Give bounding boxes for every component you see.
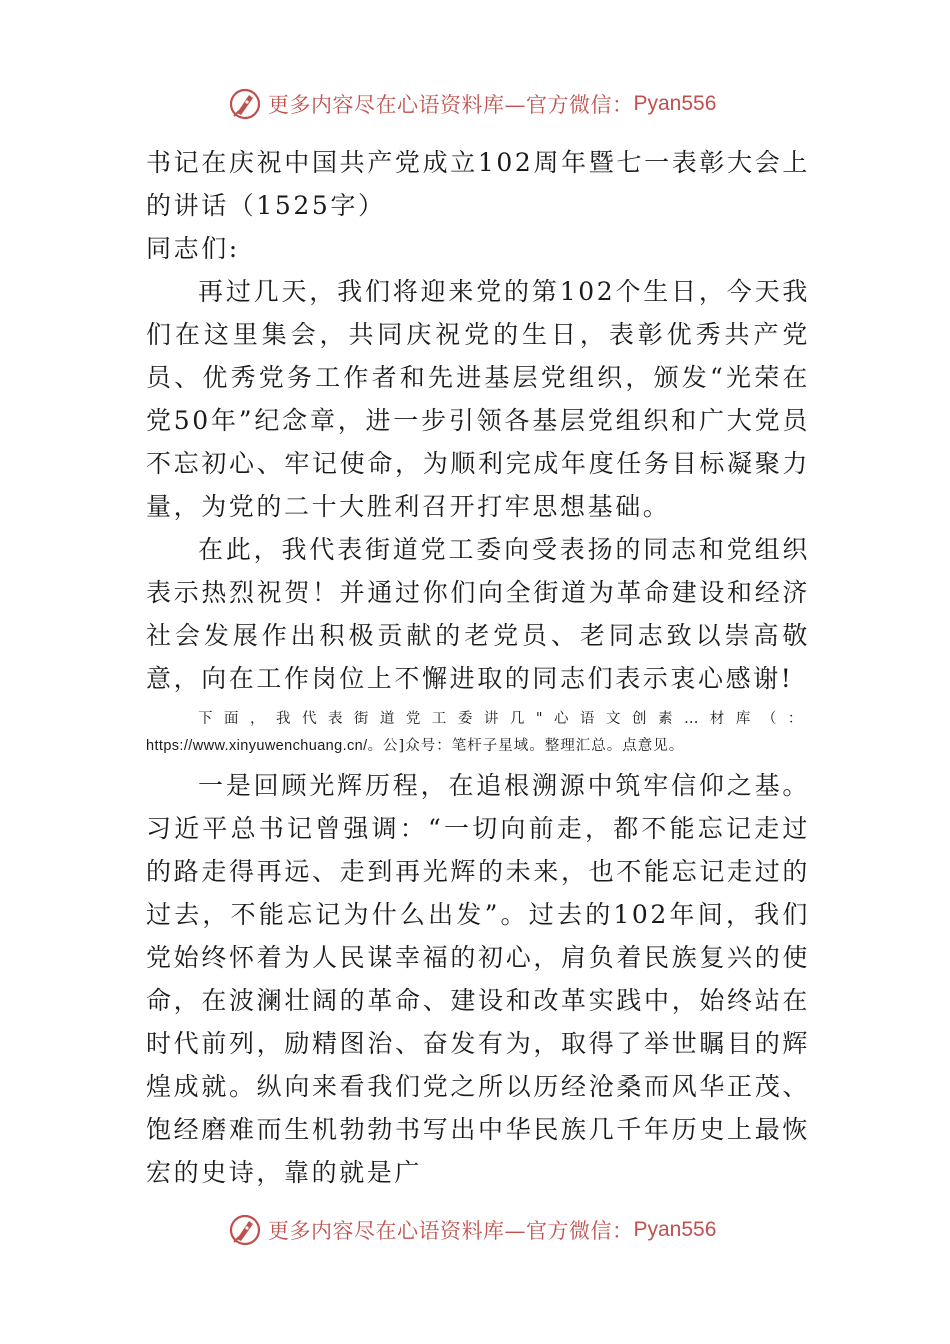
pen-nib-circle-icon	[228, 87, 262, 121]
note-url: https://www.xinyuwenchuang.cn/	[146, 738, 368, 754]
watermark-note	[146, 706, 810, 760]
wechat-id: Pyan556	[633, 1218, 717, 1241]
paragraph-1: 再过几天，我们将迎来党的第102个生日，今天我们在这里集会，共同庆祝党的生日，表彰优秀共产党员、优秀党务工作者和先进基层党组织，颁发“光荣在党50年”纪念章，进一步引领各基层党组织和广大党员不忘初心、牢记使命，为顺利完成年度任务目标凝聚力量，为党的二十大胜利召开打牢思想基础。	[146, 277, 810, 521]
header-banner	[228, 86, 748, 122]
document-body	[146, 141, 810, 1194]
note-text-1: 下面，我代表街道党工委讲几"心语文创素…材库（：	[198, 711, 810, 727]
paragraph-3: 一是回顾光辉历程，在追根溯源中筑牢信仰之基。习近平总书记曾强调：“一切向前走，都不能忘记走过的路走得再远、走到再光辉的未来，也不能忘记走过的过去，不能忘记为什么出发”。过去的102年间，我们党始终怀着为人民谋幸福的初心，肩负着民族复兴的使命，在波澜壮阔的革命、建设和改革实践中，始终站在时代前列，励精图治、奋发有为，取得了举世瞩目的辉煌成就。纵向来看我们党之所以历经沧桑而风华正茂、饱经磨难而生机勃勃书写出中华民族几千年历史上最恢宏的史诗，靠的就是广	[146, 771, 810, 1187]
wechat-id: Pyan556	[633, 92, 717, 115]
note-text-2: 。公]众号：笔杆子星域。整理汇总。点意见。	[367, 738, 685, 754]
document-title: 书记在庆祝中国共产党成立102周年暨七一表彰大会上的讲话（1525字）	[146, 148, 810, 220]
banner-text: 更多内容尽在心语资料库—官方微信：	[268, 93, 634, 117]
paragraph-2: 在此，我代表街道党工委向受表扬的同志和党组织表示热烈祝贺！并通过你们向全街道为革命建设和经济社会发展作出积极贡献的老党员、老同志致以崇高敬意，向在工作岗位上不懈进取的同志们表示衷心感谢!	[146, 535, 810, 693]
banner-text: 更多内容尽在心语资料库—官方微信：	[268, 1219, 634, 1243]
pen-nib-circle-icon	[228, 1213, 262, 1247]
footer-banner	[228, 1212, 748, 1248]
salutation: 同志们:	[146, 234, 240, 263]
